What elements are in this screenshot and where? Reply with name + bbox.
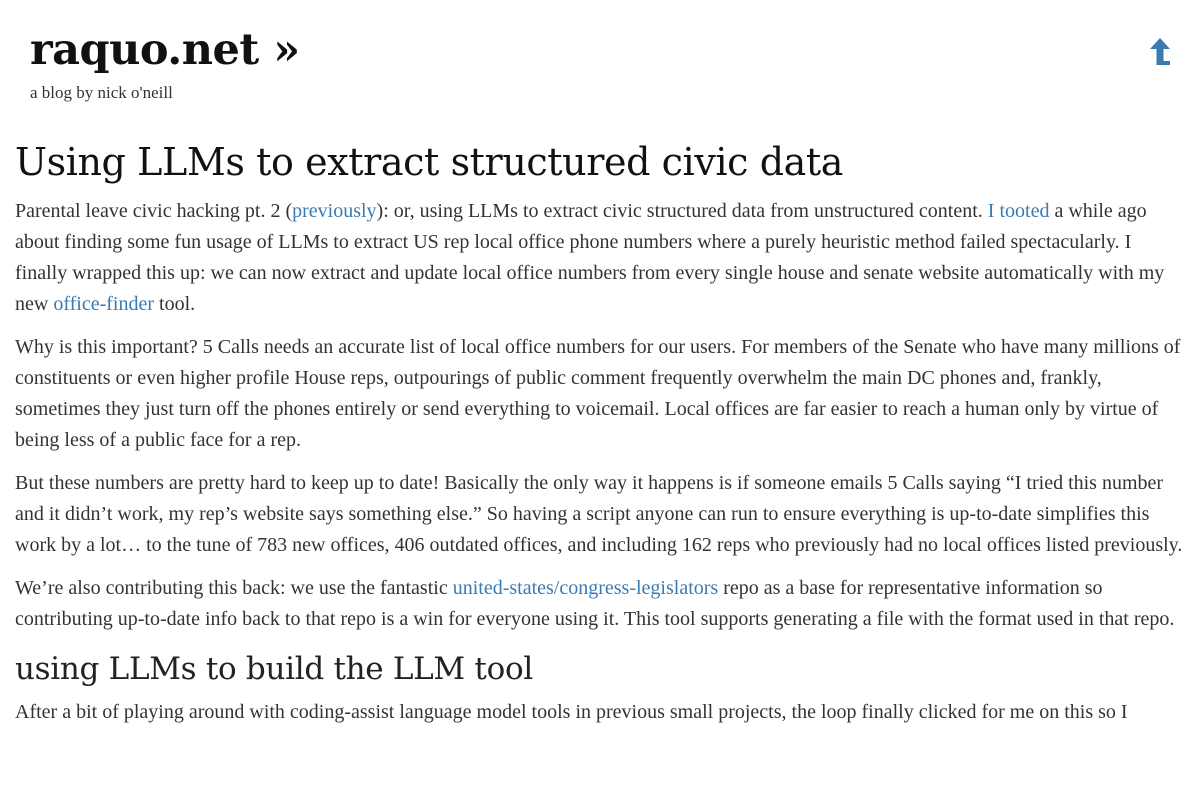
paragraph-hard-to-update: But these numbers are pretty hard to keep up to date! Basically the only way it happens is if someone emails 5 Calls saying “I tried this number and it didn’t work, my rep’s website says something else.” So having a script anyone can run to ensure everything is up-to-date simplifies this work by a lot… to the tune of 783 new offices, 406 outdated offices, and including 162 reps who previously had no local offices listed previously. (15, 472, 1183, 556)
intro-text-4: tool. (154, 293, 196, 315)
contrib-text-2: repo as a base for representative information so contributing up-to-date info back to that repo is a win for everyone using it. This tool supports generating a file with the format used in that repo. (15, 577, 1175, 630)
previously-link[interactable]: previously (292, 200, 377, 222)
i-tooted-link[interactable]: I tooted (987, 200, 1050, 222)
paragraph-after-playing: After a bit of playing around with coding-assist language model tools in previous small projects, the loop finally clicked for me on this so I (15, 701, 1128, 723)
intro-text-2: ): or, using LLMs to extract civic structured data from unstructured content. (376, 200, 988, 222)
section-heading: using LLMs to build the LLM tool (15, 651, 533, 687)
intro-text-1: Parental leave civic hacking pt. 2 ( (15, 200, 293, 222)
paragraph-contributing-back (15, 573, 1185, 635)
arrow-up-icon[interactable] (1147, 36, 1173, 68)
contrib-text-1: We’re also contributing this back: we use the fantastic (15, 577, 453, 599)
paragraph-why-important: Why is this important? 5 Calls needs an accurate list of local office numbers for our users. For members of the Senate who have many millions of constituents or even higher profile House reps, outpourings of public comment frequently overwhelm the main DC phones and, frankly, sometimes they just turn off the phones entirely or send everything to voicemail. Local offices are far easier to reach a human only by virtue of being less of a public face for a rep. (15, 336, 1181, 451)
site-header (30, 22, 300, 104)
post-title: Using LLMs to extract structured civic data (15, 140, 844, 184)
site-title-link[interactable]: raquo.net » (30, 25, 300, 75)
office-finder-link[interactable]: office-finder (53, 293, 155, 315)
paragraph-intro (15, 196, 1185, 320)
congress-legislators-link[interactable]: united-states/congress-legislators (452, 577, 719, 599)
intro-text-3: a while ago about finding some fun usage of LLMs to extract US rep local office phone numbers where a purely heuristic method failed spectacularly. I finally wrapped this up: we can now extract and update local office numbers from every single house and senate website automatically with my new (15, 200, 1165, 315)
site-tagline: a blog by nick o'neill (30, 83, 173, 102)
post-content (15, 136, 1185, 740)
